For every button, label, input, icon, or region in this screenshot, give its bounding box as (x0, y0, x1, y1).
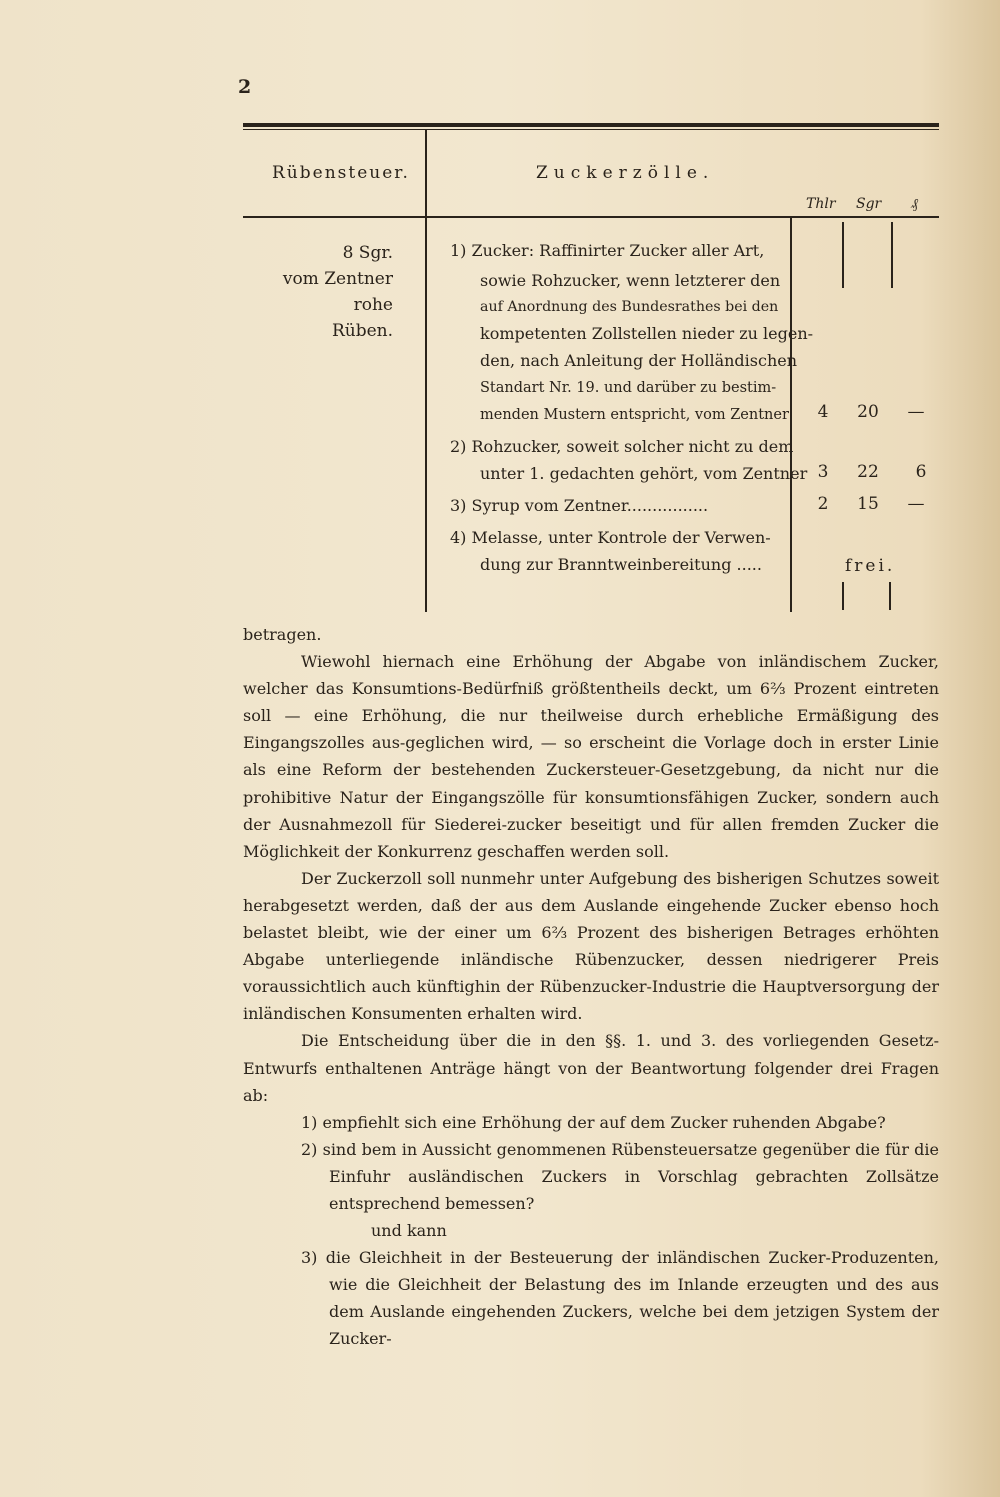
page-number: 2 (238, 76, 252, 98)
table-line: 1) Zucker: Raffinirter Zucker aller Art, (450, 241, 765, 260)
paragraph-3: Die Entscheidung über die in den §§. 1. und 3. des vorliegenden Gesetz-Entwurfs enthaltenen Anträge hängt von der Beantwortung folgender drei Fragen ab: (243, 1031, 939, 1105)
question-2: 2) sind bem in Aussicht genommenen Rübensteuersatze gegenüber die für die Einfuhr ausländischen Zuckers in Vorschlag gebrachten Zollsätze entsprechend bemessen? (301, 1139, 939, 1213)
rate-line: vom Zentner rohe (282, 269, 393, 315)
table-line: den, nach Anleitung der Holländischen (480, 351, 798, 370)
thlr-column-divider (790, 218, 792, 612)
pf-column-divider-lower (889, 582, 891, 610)
value-cell: — (907, 494, 925, 514)
value-cell: 3 (817, 462, 829, 482)
value-cell: — (907, 402, 925, 422)
table-line: auf Anordnung des Bundesrathes bei den (480, 299, 779, 315)
pf-column-divider (891, 222, 893, 288)
header-zuckerzoelle: Zuckerzölle. (536, 163, 715, 183)
value-cell: 22 (857, 462, 879, 482)
rate-line: Rüben. (331, 321, 393, 341)
value-cell: 6 (915, 462, 927, 482)
betragen-line: betragen. (243, 625, 322, 644)
value-cell: 20 (857, 402, 879, 422)
und-kann-line: und kann (371, 1221, 447, 1241)
table-line: 2) Rohzucker, soweit solcher nicht zu dem (450, 437, 794, 456)
table-line: 4) Melasse, unter Kontrole der Verwen- (450, 528, 771, 547)
value-cell: 4 (817, 402, 829, 422)
table-line: kompetenten Zollstellen nieder zu legen- (480, 324, 814, 343)
ruebensteuer-rate (243, 240, 393, 344)
paragraph-2: Der Zuckerzoll soll nunmehr unter Aufgebung des bisherigen Schutzes soweit herabgesetzt werden, daß der aus dem Auslande eingehende Zucker ebenso hoch belastet bleibt, wie der einer um 6⅔ Prozent des bisherigen Betrages erhöhten Abgabe unterliegende inländische Rübenzucker, dessen niedrigerer Preis voraussichtlich auch künftighin der Rübenzucker-Industrie die Hauptversorgung der inländischen Konsumenten erhalten wird. (243, 868, 939, 1024)
body-text (243, 621, 939, 1353)
table-header-rule (243, 216, 939, 218)
table-line: 3) Syrup vom Zentner................ (450, 496, 709, 515)
table-line: menden Mustern entspricht, vom Zentner (480, 407, 789, 423)
table-line: sowie Rohzucker, wenn letzterer den (480, 271, 781, 290)
question-1: 1) empfiehlt sich eine Erhöhung der auf dem Zucker ruhenden Abgabe? (301, 1112, 886, 1132)
paragraph-1: Wiewohl hiernach eine Erhöhung der Abgabe von inländischem Zucker, welcher das Konsumtions-Bedürfniß größtentheils deckt, um 6⅔ Prozent eintreten soll — eine Erhöhung, die nur theilweise durch erhebliche Ermäßigung des Eingangszolles aus-geglichen wird, — so erscheint die Vorlage doch in erster Linie als eine Reform der bestehenden Zuckersteuer-Gesetzgebung, da nicht nur die prohibitive Natur der Eingangszölle für konsumtionsfähigen Zucker, sondern auch der Ausnahmezoll für Siederei-zucker beseitigt und für allen fremden Zucker die Möglichkeit der Konkurrenz geschaffen werden soll. (243, 652, 939, 861)
question-3: 3) die Gleichheit in der Besteuerung der inländischen Zucker-Produzenten, wie die Gleichheit der Belastung des im Inlande erzeugten und des aus dem Auslande eingehenden Zuckers, welche bei dem jetzigen System der Zucker- (301, 1248, 939, 1349)
unit-thlr: Thlr (806, 196, 836, 212)
unit-pf: ₰ (911, 196, 918, 212)
rate-line: 8 Sgr. (342, 243, 393, 263)
table-line: unter 1. gedachten gehört, vom Zentner (480, 464, 808, 483)
sgr-column-divider (842, 222, 844, 288)
value-cell: 15 (857, 494, 879, 514)
table-line: dung zur Branntweinbereitung ..... (480, 555, 762, 574)
table-line: Standart Nr. 19. und darüber zu bestim- (480, 380, 777, 396)
frei-label: frei. (845, 556, 896, 576)
table-column-divider (425, 130, 427, 612)
header-ruebensteuer: Rübensteuer. (272, 163, 410, 183)
table-top-rule-thin (243, 129, 939, 130)
table-top-rule-thick (243, 123, 939, 127)
unit-sgr: Sgr (856, 196, 882, 212)
value-cell: 2 (817, 494, 829, 514)
sgr-column-divider-lower (842, 582, 844, 610)
